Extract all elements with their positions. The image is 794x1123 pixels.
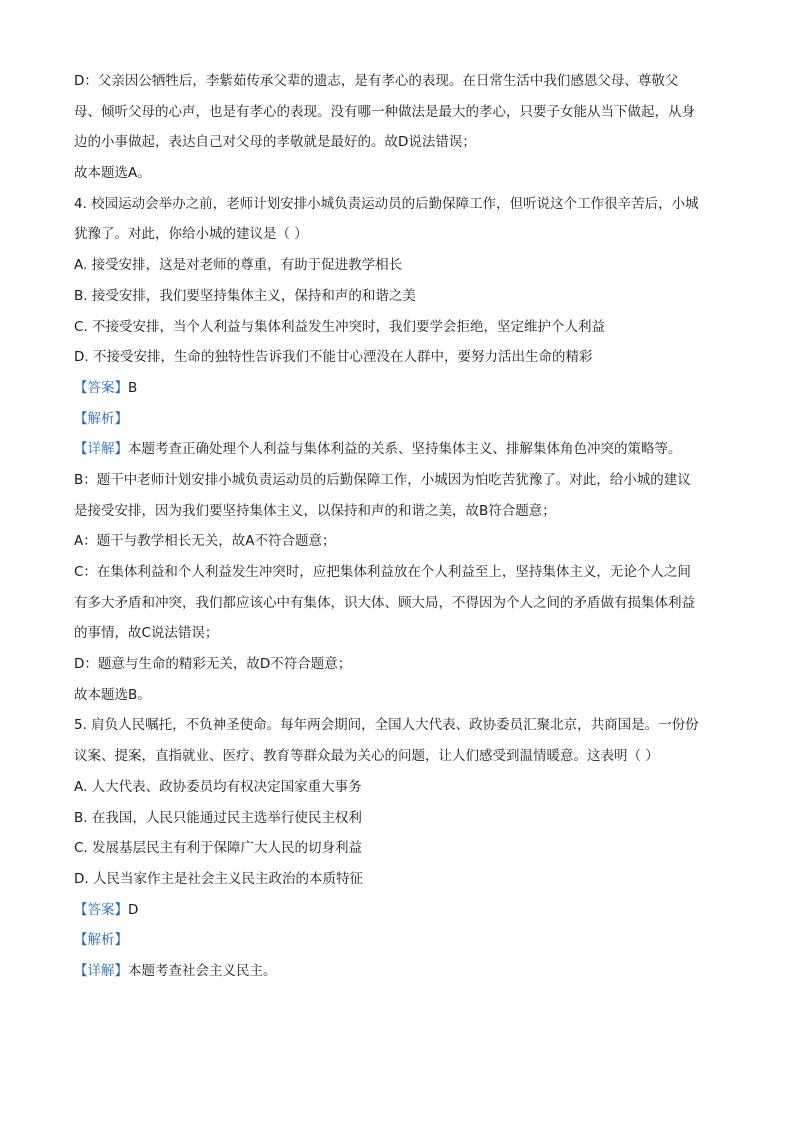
text-line <box>74 127 724 158</box>
line-text: B. 接受安排，我们要坚持集体主义，保持和声的和谐之美 <box>74 287 416 304</box>
text-line <box>74 312 724 343</box>
line-text: 议案、提案，直指就业、医疗、教育等群众最为关心的问题，让人们感受到温情暖意。这表明（ ） <box>74 748 659 765</box>
line-text: 故本题选A。 <box>74 165 151 182</box>
line-text: D：父亲因公牺牲后，李紫茹传承父辈的遗志，是有孝心的表现。在日常生活中我们感恩父母、尊敬父 <box>74 73 679 89</box>
line-text: 的事情，故C说法错误； <box>74 625 219 642</box>
text-line <box>74 342 724 373</box>
line-text: 4. 校园运动会举办之前，老师计划安排小城负责运动员的后勤保障工作，但听说这个工作很辛苦后，小城 <box>74 195 699 212</box>
text-line <box>74 465 724 496</box>
line-text: B：题干中老师计划安排小城负责运动员的后勤保障工作，小城因为怕吃苦犹豫了。对此，给小城的建议 <box>74 471 691 488</box>
section-tag: 【解析】 <box>74 932 128 949</box>
text-line <box>74 741 724 772</box>
section-tag: 【详解】 <box>74 962 128 979</box>
line-text: A. 接受安排，这是对老师的尊重，有助于促进教学相长 <box>74 257 403 274</box>
text-line <box>74 404 724 435</box>
text-line <box>74 680 724 711</box>
text-line <box>74 864 724 895</box>
text-line <box>74 526 724 557</box>
text-line <box>74 250 724 281</box>
line-text: D. 不接受安排，生命的独特性告诉我们不能甘心湮没在人群中，要努力活出生命的精彩 <box>74 349 593 366</box>
text-line <box>74 956 724 987</box>
line-text: D. 人民当家作主是社会主义民主政治的本质特征 <box>74 870 363 887</box>
text-line <box>74 97 724 128</box>
text-line <box>74 710 724 741</box>
line-text: 5. 肩负人民嘱托，不负神圣使命。每年两会期间，全国人大代表、政协委员汇聚北京，共商国是。一份份 <box>74 717 699 734</box>
line-text: 有多大矛盾和冲突，我们都应该心中有集体，识大体、顾大局，不得因为个人之间的矛盾做有损集体利益 <box>74 594 695 611</box>
line-text: D：题意与生命的精彩无关，故D不符合题意； <box>74 656 352 673</box>
line-text: B. 在我国，人民只能通过民主选举行使民主权利 <box>74 809 362 826</box>
line-text: 是接受安排，因为我们要坚持集体主义，以保持和声的和谐之美，故B符合题意； <box>74 502 556 519</box>
text-line <box>74 803 724 834</box>
section-tag: 【解析】 <box>74 410 128 427</box>
line-text: 故本题选B。 <box>74 686 151 703</box>
line-text: D <box>128 901 139 918</box>
line-text: B <box>128 379 138 396</box>
text-line <box>74 281 724 312</box>
text-line <box>74 649 724 680</box>
document-body <box>74 66 724 987</box>
line-text: C. 不接受安排，当个人利益与集体利益发生冲突时，我们要学会拒绝，坚定维护个人利益 <box>74 318 606 335</box>
text-line <box>74 158 724 189</box>
text-line <box>74 925 724 956</box>
line-text: 本题考查社会主义民主。 <box>128 962 277 979</box>
text-line <box>74 189 724 220</box>
text-line <box>74 618 724 649</box>
text-line <box>74 557 724 588</box>
text-line <box>74 588 724 619</box>
line-text: A：题干与教学相长无关，故A不符合题意； <box>74 533 336 550</box>
section-tag: 【答案】 <box>74 379 128 396</box>
text-line <box>74 895 724 926</box>
section-tag: 【详解】 <box>74 441 128 458</box>
text-line <box>74 772 724 803</box>
text-line <box>74 496 724 527</box>
text-line <box>74 373 724 404</box>
text-line <box>74 833 724 864</box>
line-text: C. 发展基层民主有利于保障广大人民的切身利益 <box>74 840 363 857</box>
line-text: C：在集体利益和个人利益发生冲突时，应把集体利益放在个人利益至上，坚持集体主义，无论个人之间 <box>74 564 691 580</box>
text-line <box>74 434 724 465</box>
line-text: 犹豫了。对此，你给小城的建议是（ ） <box>74 226 308 243</box>
text-line <box>74 219 724 250</box>
line-text: A. 人大代表、政协委员均有权决定国家重大事务 <box>74 778 362 795</box>
text-line <box>74 66 724 97</box>
line-text: 本题考查正确处理个人利益与集体利益的关系、坚持集体主义、排解集体角色冲突的策略等。 <box>128 441 682 458</box>
line-text: 边的小事做起，表达自己对父母的孝敬就是最好的。故D说法错误； <box>74 134 476 151</box>
section-tag: 【答案】 <box>74 901 128 918</box>
line-text: 母、倾听父母的心声，也是有孝心的表现。没有哪一种做法是最大的孝心，只要子女能从当下做起，从身 <box>74 103 695 120</box>
